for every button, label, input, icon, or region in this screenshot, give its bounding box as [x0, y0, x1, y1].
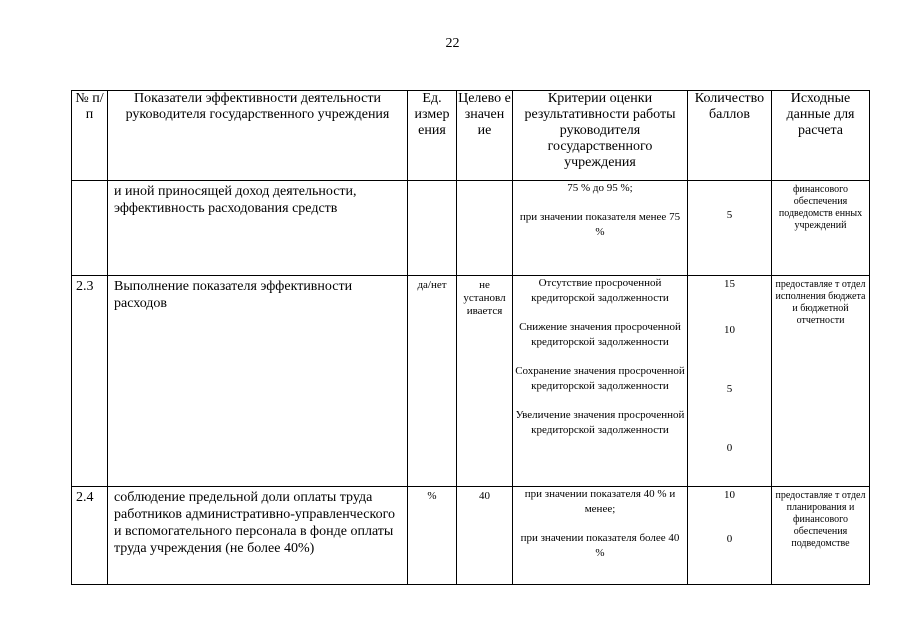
header-points: Количество баллов — [688, 91, 772, 181]
indicators-table — [71, 90, 870, 585]
row-target — [457, 181, 513, 276]
header-source: Исходные данные для расчета — [772, 91, 870, 181]
page-number: 22 — [445, 36, 460, 51]
points-value: 10 — [724, 489, 735, 501]
table-header-row — [72, 91, 870, 181]
header-unit: Ед. измер ения — [408, 91, 457, 181]
row-criteria — [513, 487, 688, 585]
row-points — [688, 276, 772, 487]
table-row — [72, 181, 870, 276]
row-unit: да/нет — [408, 276, 457, 487]
criteria-item: Снижение значения просроченной кредиторской задолженности — [519, 321, 681, 348]
criteria-item: Сохранение значения просроченной кредиторской задолженности — [515, 365, 685, 392]
row-criteria — [513, 276, 688, 487]
header-indicator: Показатели эффективности деятельности руководителя государственного учреждения — [108, 91, 408, 181]
header-target: Целево е значен ие — [457, 91, 513, 181]
row-indicator: и иной приносящей доход деятельности, эффективность расходования средств — [108, 181, 408, 276]
row-points — [688, 181, 772, 276]
criteria-item: 75 % до 95 %; — [567, 182, 633, 194]
points-value: 5 — [726, 209, 733, 221]
criteria-item: при значении показателя более 40 % — [520, 532, 680, 559]
row-points — [688, 487, 772, 585]
criteria-item: при значении показателя менее 75 % — [519, 211, 681, 238]
table-row — [72, 276, 870, 487]
points-value: 0 — [726, 533, 733, 545]
points-value: 0 — [726, 442, 733, 454]
row-indicator: Выполнение показателя эффективности расходов — [108, 276, 408, 487]
row-source: предоставляе т отдел планирования и финансового обеспечения подведомстве — [772, 487, 870, 585]
row-target: не установл ивается — [457, 276, 513, 487]
row-source: финансового обеспечения подведомств енных учреждений — [772, 181, 870, 276]
points-value — [688, 181, 771, 201]
row-source: предоставляе т отдел исполнения бюджета и бюджетной отчетности — [772, 276, 870, 487]
row-unit — [408, 181, 457, 276]
points-value: 10 — [724, 324, 735, 336]
header-num: № п/п — [72, 91, 108, 181]
points-value: 5 — [726, 383, 733, 395]
table-row — [72, 487, 870, 585]
row-criteria — [513, 181, 688, 276]
points-value: 15 — [724, 278, 735, 290]
row-num — [72, 181, 108, 276]
header-criteria: Критерии оценки результативности работы руководителя государственного учреждения — [513, 91, 688, 181]
row-unit: % — [408, 487, 457, 585]
row-num: 2.4 — [72, 487, 108, 585]
row-num: 2.3 — [72, 276, 108, 487]
criteria-item: при значении показателя 40 % и менее; — [524, 488, 676, 515]
row-target: 40 — [457, 487, 513, 585]
row-indicator: соблюдение предельной доли оплаты труда работников административно-управленческого и вспомогательного персонала в фонде оплаты труда учреждения (не более 40%) — [108, 487, 408, 585]
criteria-item: Отсутствие просроченной кредиторской задолженности — [531, 277, 669, 304]
criteria-item: Увеличение значения просроченной кредиторской задолженности — [515, 409, 685, 436]
